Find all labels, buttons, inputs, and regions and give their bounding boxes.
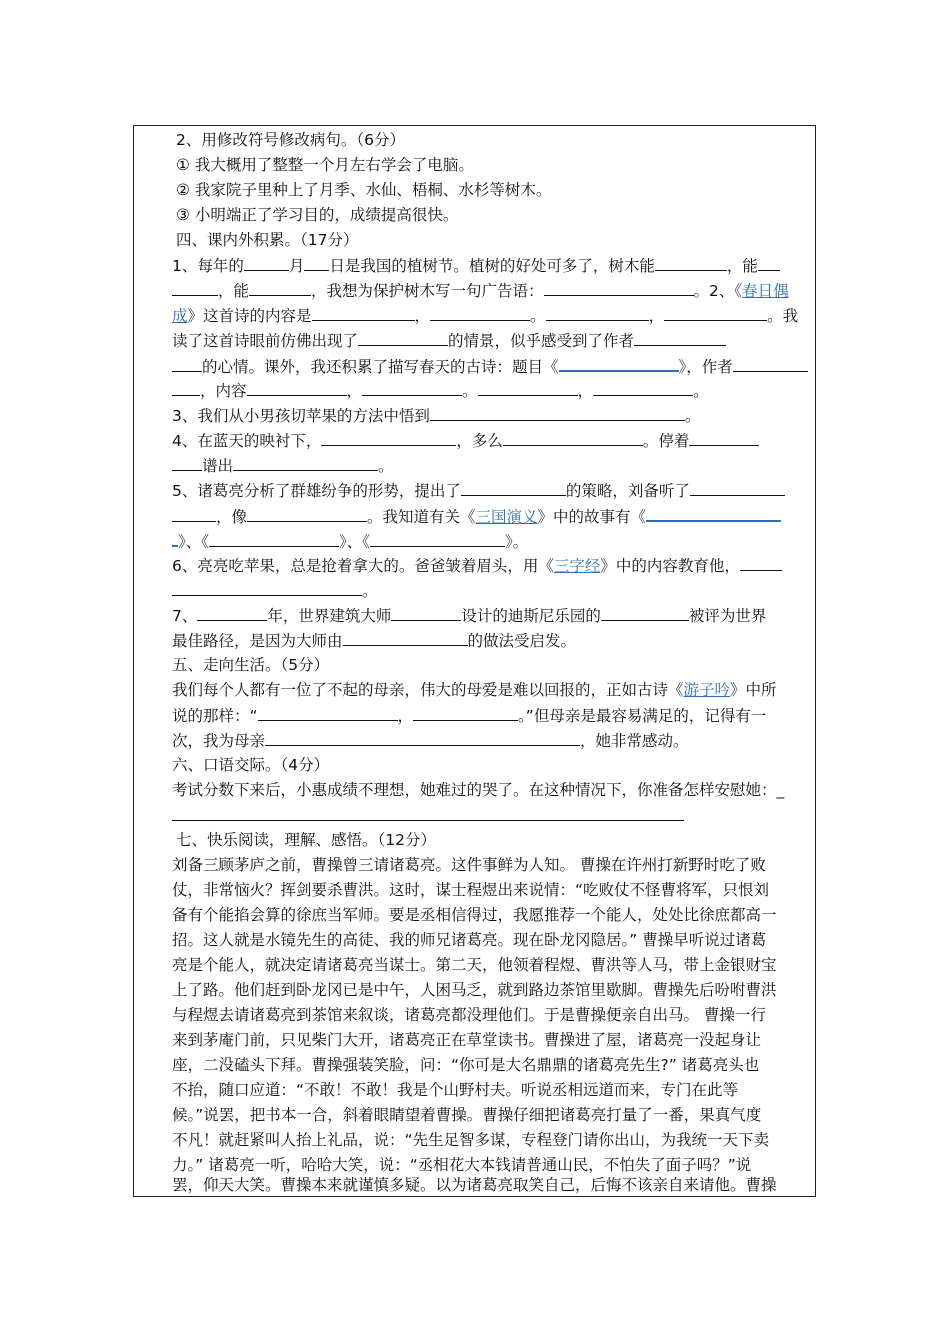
blank[interactable]	[758, 255, 780, 271]
blank[interactable]	[312, 305, 415, 321]
youziyin-link[interactable]: 游子吟	[683, 681, 731, 699]
blank[interactable]	[601, 605, 689, 621]
blank[interactable]	[172, 380, 200, 396]
blank[interactable]	[358, 330, 448, 346]
reading-line: 罢，仰天大笑。曹操本来就谨慎多疑。以为诸葛亮取笑自己，后悔不该亲自来请他。曹操	[172, 1176, 777, 1194]
section-6-title: 六、口语交际。（4分）	[172, 756, 330, 774]
reading-line: 刘备三顾茅庐之前，曹操曾三请诸葛亮。这件事鲜为人知。 曹操在许州打新野时吃了败	[172, 856, 766, 874]
answer-line[interactable]	[172, 820, 684, 821]
section-4-line-1: 1、每年的 月 日是我国的植树节。植树的好处可多了，树木能 ，能	[172, 255, 812, 276]
section-4-line-15: 7、 年，世界建筑大师 设计的迪斯尼乐园的 被评为世界	[172, 607, 767, 625]
blank-story-2[interactable]	[209, 531, 339, 547]
blank-year[interactable]	[197, 605, 267, 621]
reading-line: 力。” 诸葛亮一听，哈哈大笑，说：“丞相花大本钱请普通山民，不怕失了面子吗？”说	[172, 1156, 752, 1174]
poem-link-chunri-1[interactable]: 春日偶	[742, 282, 789, 300]
section-4-line-5: 的心情。课外，我还积累了描写春天的古诗：题目《 》，作者	[172, 355, 812, 377]
question-2-item-3: ③ 小明端正了学习目的，成绩提高很快。	[176, 206, 459, 224]
blank[interactable]	[740, 555, 782, 571]
reading-line: 上了路。他们赶到卧龙冈已是中午，人困马乏，就到路边茶馆里歇脚。曹操先后吩咐曹洪	[172, 981, 777, 999]
blank[interactable]	[634, 330, 726, 346]
section-7-title: 七、快乐阅读，理解、感悟。（12分）	[176, 831, 436, 849]
section-4-line-11: ，像 。我知道有关《三国演义》中的故事有《	[172, 505, 812, 527]
section-4-line-8: 4、在蓝天的映衬下， ，多么 。停着	[172, 430, 812, 451]
blank[interactable]	[689, 430, 759, 446]
blank-architect[interactable]	[391, 605, 461, 621]
blank[interactable]	[249, 280, 311, 296]
blank[interactable]	[690, 480, 785, 496]
blank[interactable]	[664, 305, 767, 321]
section-4-line-6: ，内容 ， 。 ， 。	[172, 380, 812, 401]
section-5-line-2: 说的那样：“ ， 。”但母亲是最容易满足的，记得有一	[172, 707, 767, 725]
reading-line: 招。这人就是水镜先生的高徒、我的师兄诸葛亮。现在卧龙冈隐居。” 曹操早听说过诸葛	[172, 931, 767, 949]
section-4-line-2: ，能 ，我想为保护树木写一句广告语： 。2、《春日偶	[172, 280, 812, 301]
blank[interactable]	[503, 430, 643, 446]
blank[interactable]	[172, 580, 362, 596]
blank-story-3[interactable]	[370, 531, 505, 547]
reading-line: 座，二没磕头下拜。曹操强装笑脸，问：“你可是大名鼎鼎的诸葛亮先生?” 诸葛亮头也	[172, 1056, 760, 1074]
question-2-item-1: ① 我大概用了整整一个月左右学会了电脑。	[176, 156, 474, 174]
blank-slogan[interactable]	[544, 280, 694, 296]
blank[interactable]	[233, 455, 378, 471]
section-4-line-14: 。	[172, 580, 812, 601]
question-2-item-2: ② 我家院子里种上了月季、水仙、梧桐、水杉等树木。	[176, 181, 552, 199]
section-4-line-3: 成》这首诗的内容是 ， 。 ， 。我	[172, 307, 799, 325]
reading-line: 候。”说罢，把书本一合，斜着眼睛望着曹操。曹操仔细把诸葛亮打量了一番，果真气度	[172, 1106, 762, 1124]
reading-line: 备有个能掐会算的徐庶当军师。要是丞相信得过，我愿推荐一个能人，处处比徐庶都高一	[172, 906, 777, 924]
sanzijing-link[interactable]: 三字经	[553, 557, 601, 575]
section-4-line-4: 读了这首诗眼前仿佛出现了 的情景，似乎感受到了作者	[172, 330, 812, 351]
reading-line: 亮是个能人，就决定请诸葛亮当谋士。第二天，他领着程煜、曹洪等人马，带上金银财宝	[172, 956, 777, 974]
section-4-title: 四、课内外积累。（17分）	[176, 231, 359, 249]
section-4-line-12: 》、《 》、《 》。	[172, 530, 812, 552]
blank-day[interactable]	[304, 255, 329, 271]
section-4-line-9: 谱出 。	[172, 455, 812, 476]
section-4-line-16: 最佳路径，是因为大师由 的做法受启发。	[172, 632, 577, 650]
reading-line: 与程煜去请诸葛亮到茶馆来叙谈，诸葛亮都没理他们。于是曹操便亲自出马。 曹操一行	[172, 1006, 766, 1024]
section-6-line-1: 考试分数下来后，小惠成绩不理想，她难过的哭了。在这种情况下，你准备怎样安慰她：_	[172, 781, 785, 799]
blank[interactable]	[430, 305, 530, 321]
section-5-line-1: 我们每个人都有一位了不起的母亲，伟大的母爱是难以回报的，正如古诗《游子吟》中所	[172, 681, 777, 699]
section-5-title: 五、走向生活。（5分）	[172, 656, 330, 674]
blank[interactable]	[265, 730, 580, 746]
blank-poem-line-1[interactable]	[258, 705, 398, 721]
sanguo-link[interactable]: 三国演义	[475, 508, 538, 526]
blank[interactable]	[247, 380, 347, 396]
blank[interactable]	[321, 430, 456, 446]
blank[interactable]	[461, 480, 566, 496]
reading-line: 不抬，随口应道：“不敢！不敢！我是个山野村夫。听说丞相远道而来，专门在此等	[172, 1081, 739, 1099]
blank[interactable]	[546, 305, 649, 321]
blank[interactable]	[343, 630, 468, 646]
reading-line: 不凡！就赶紧叫人抬上礼品，说：“先生足智多谋，专程登门请你出山，为我统一天下卖	[172, 1131, 770, 1149]
blank-poem-line-2[interactable]	[413, 705, 518, 721]
blank-author[interactable]	[733, 356, 808, 372]
blank-story-1[interactable]	[646, 505, 781, 522]
section-4-line-7: 3、我们从小男孩切苹果的方法中悟到 。	[172, 407, 701, 425]
blank[interactable]	[478, 380, 578, 396]
blank[interactable]	[247, 506, 367, 522]
section-4-line-13: 6、亮亮吃苹果，总是抢着拿大的。爸爸皱着眉头，用《三字经》中的内容教育他，	[172, 555, 812, 576]
section-4-line-10: 5、诸葛亮分析了群雄纷争的形势，提出了 的策略，刘备听了	[172, 480, 812, 501]
section-5-line-3: 次，我为母亲 ，她非常感动。	[172, 732, 689, 750]
blank[interactable]	[655, 255, 727, 271]
reading-line: 仗，非常恼火？挥剑要杀曹洪。这时，谋士程煜出来说情：“吃败仗不怪曹将军，只恨刘	[172, 881, 770, 899]
blank[interactable]	[172, 506, 216, 522]
blank[interactable]	[362, 380, 462, 396]
blank[interactable]	[172, 455, 202, 471]
question-2-title: 2、用修改符号修改病句。（6分）	[176, 131, 405, 149]
reading-line: 来到茅庵门前，只见柴门大开，诸葛亮正在草堂读书。曹操进了屋，诸葛亮一没起身让	[172, 1031, 762, 1049]
blank[interactable]	[430, 405, 685, 421]
blank[interactable]	[172, 356, 202, 372]
blank-month[interactable]	[244, 255, 289, 271]
poem-link-chunri-2[interactable]: 成	[172, 307, 188, 325]
blank[interactable]	[172, 280, 218, 296]
blank[interactable]	[593, 380, 693, 396]
blank-poem-title[interactable]	[559, 355, 679, 372]
